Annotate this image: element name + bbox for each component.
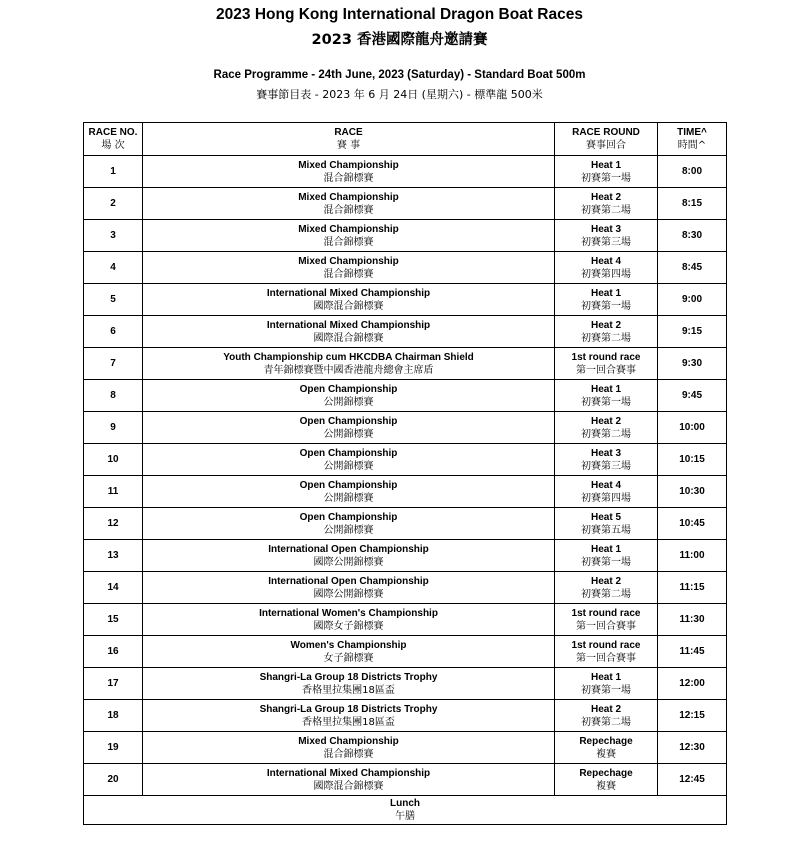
race-round-cell <box>555 444 658 476</box>
race-cell <box>143 700 555 732</box>
table-row <box>84 220 727 252</box>
race-name-zh: 混合錦標賽 <box>323 204 374 216</box>
race-name-zh: 公開錦標賽 <box>323 428 374 440</box>
race-no-cell: 13 <box>84 540 143 572</box>
time-cell: 8:00 <box>658 156 727 188</box>
race-name-zh: 女子錦標賽 <box>323 652 374 664</box>
race-no-cell: 20 <box>84 764 143 796</box>
table-row <box>84 508 727 540</box>
table-body <box>84 156 727 796</box>
race-name-zh: 國際公開錦標賽 <box>313 556 384 568</box>
race-name-zh: 國際女子錦標賽 <box>313 620 384 632</box>
document-title-zh: 2023 香港國際龍舟邀請賽 <box>311 32 488 48</box>
race-no-cell: 15 <box>84 604 143 636</box>
race-round-zh: 初賽第一場 <box>581 300 631 312</box>
race-round-zh: 初賽第二場 <box>581 204 631 216</box>
time-cell: 11:00 <box>658 540 727 572</box>
race-round-zh: 初賽第二場 <box>581 588 631 600</box>
race-round-cell <box>555 348 658 380</box>
table-row <box>84 476 727 508</box>
time-cell: 9:30 <box>658 348 727 380</box>
race-round-en: Repechage <box>579 735 633 747</box>
race-round-zh: 第一回合賽事 <box>576 652 636 664</box>
race-no-cell: 2 <box>84 188 143 220</box>
header-race <box>143 123 555 156</box>
race-round-zh: 初賽第一場 <box>581 396 631 408</box>
race-round-en: Heat 5 <box>590 511 621 523</box>
race-name-en: Open Championship <box>299 383 398 395</box>
race-name-zh: 公開錦標賽 <box>323 460 374 472</box>
race-round-en: 1st round race <box>571 607 641 619</box>
race-cell <box>143 604 555 636</box>
race-cell <box>143 380 555 412</box>
race-no-cell: 7 <box>84 348 143 380</box>
race-round-zh: 初賽第四場 <box>581 492 631 504</box>
time-cell: 11:15 <box>658 572 727 604</box>
lunch-row <box>84 796 727 825</box>
table-row <box>84 636 727 668</box>
race-no-cell: 11 <box>84 476 143 508</box>
race-cell <box>143 732 555 764</box>
race-round-zh: 初賽第二場 <box>581 332 631 344</box>
race-round-cell <box>555 476 658 508</box>
race-cell <box>143 412 555 444</box>
race-round-cell <box>555 380 658 412</box>
table-row <box>84 444 727 476</box>
race-name-zh: 國際混合錦標賽 <box>313 780 384 792</box>
header-race-en: RACE <box>334 127 363 138</box>
time-cell: 10:15 <box>658 444 727 476</box>
race-round-zh: 初賽第二場 <box>581 428 631 440</box>
time-cell: 11:30 <box>658 604 727 636</box>
header-race-no-en: RACE NO. <box>88 127 138 138</box>
time-cell: 12:15 <box>658 700 727 732</box>
race-round-zh: 初賽第五場 <box>581 524 631 536</box>
race-name-en: Mixed Championship <box>298 735 399 747</box>
race-round-en: Heat 1 <box>590 671 621 683</box>
race-name-en: International Mixed Championship <box>266 287 431 299</box>
race-name-zh: 國際公開錦標賽 <box>313 588 384 600</box>
race-round-en: Heat 4 <box>590 255 621 267</box>
table-header-row <box>84 123 727 156</box>
race-round-zh: 初賽第二場 <box>581 716 631 728</box>
race-round-zh: 複賽 <box>596 748 616 760</box>
race-name-en: International Open Championship <box>268 575 429 587</box>
race-cell <box>143 188 555 220</box>
race-name-en: Open Championship <box>299 479 398 491</box>
race-name-zh: 香格里拉集團18區盃 <box>302 716 395 728</box>
race-name-zh: 香格里拉集團18區盃 <box>302 684 395 696</box>
race-round-zh: 初賽第四場 <box>581 268 631 280</box>
document-title-en: 2023 Hong Kong International Dragon Boat Races <box>216 6 583 23</box>
table-row <box>84 412 727 444</box>
table-row <box>84 732 727 764</box>
race-round-zh: 初賽第一場 <box>581 684 631 696</box>
race-no-cell: 3 <box>84 220 143 252</box>
race-name-zh: 國際混合錦標賽 <box>313 332 384 344</box>
race-round-cell <box>555 700 658 732</box>
race-name-zh: 青年錦標賽暨中國香港龍舟總會主席盾 <box>263 364 434 376</box>
time-cell: 8:30 <box>658 220 727 252</box>
race-round-cell <box>555 220 658 252</box>
lunch-label-zh: 午膳 <box>395 811 415 822</box>
header-race-round-en: RACE ROUND <box>572 127 640 138</box>
time-cell: 8:45 <box>658 252 727 284</box>
race-name-en: Open Championship <box>299 447 398 459</box>
race-no-cell: 16 <box>84 636 143 668</box>
race-round-zh: 第一回合賽事 <box>576 620 636 632</box>
race-round-cell <box>555 604 658 636</box>
race-name-zh: 國際混合錦標賽 <box>313 300 384 312</box>
race-round-cell <box>555 636 658 668</box>
table-row <box>84 668 727 700</box>
race-cell <box>143 508 555 540</box>
race-name-en: Mixed Championship <box>298 223 399 235</box>
race-cell <box>143 476 555 508</box>
race-round-zh: 初賽第三場 <box>581 236 631 248</box>
programme-subtitle-en: Race Programme - 24th June, 2023 (Saturday) - Standard Boat 500m <box>213 69 586 81</box>
race-cell <box>143 316 555 348</box>
table-row <box>84 156 727 188</box>
table-row <box>84 700 727 732</box>
table-row <box>84 572 727 604</box>
race-cell <box>143 444 555 476</box>
time-cell: 12:00 <box>658 668 727 700</box>
table-row <box>84 380 727 412</box>
race-no-cell: 9 <box>84 412 143 444</box>
race-no-cell: 18 <box>84 700 143 732</box>
race-round-cell <box>555 508 658 540</box>
race-cell <box>143 764 555 796</box>
race-round-en: Heat 1 <box>590 159 621 171</box>
table-row <box>84 604 727 636</box>
race-round-cell <box>555 764 658 796</box>
race-round-cell <box>555 732 658 764</box>
header-race-zh: 賽 事 <box>336 140 361 151</box>
race-name-zh: 公開錦標賽 <box>323 524 374 536</box>
race-cell <box>143 220 555 252</box>
time-cell: 10:30 <box>658 476 727 508</box>
race-name-en: Mixed Championship <box>298 159 399 171</box>
table-row <box>84 188 727 220</box>
race-no-cell: 8 <box>84 380 143 412</box>
table-row <box>84 284 727 316</box>
header-race-round <box>555 123 658 156</box>
header-time-zh: 時間^ <box>677 140 707 151</box>
race-cell <box>143 156 555 188</box>
race-name-zh: 混合錦標賽 <box>323 172 374 184</box>
race-round-cell <box>555 316 658 348</box>
race-name-en: Mixed Championship <box>298 191 399 203</box>
race-round-en: Heat 2 <box>590 703 621 715</box>
time-cell: 12:45 <box>658 764 727 796</box>
table-row <box>84 348 727 380</box>
header-time <box>658 123 727 156</box>
race-round-zh: 初賽第一場 <box>581 172 631 184</box>
race-no-cell: 10 <box>84 444 143 476</box>
race-round-en: Heat 3 <box>590 447 621 459</box>
race-round-en: 1st round race <box>571 351 641 363</box>
race-name-en: Open Championship <box>299 415 398 427</box>
header-race-no <box>84 123 143 156</box>
race-round-cell <box>555 668 658 700</box>
race-round-zh: 初賽第三場 <box>581 460 631 472</box>
race-name-zh: 公開錦標賽 <box>323 492 374 504</box>
race-name-en: Open Championship <box>299 511 398 523</box>
time-cell: 10:45 <box>658 508 727 540</box>
race-round-en: Heat 2 <box>590 575 621 587</box>
time-cell: 10:00 <box>658 412 727 444</box>
race-round-zh: 第一回合賽事 <box>576 364 636 376</box>
race-cell <box>143 252 555 284</box>
race-round-cell <box>555 540 658 572</box>
race-no-cell: 5 <box>84 284 143 316</box>
race-name-zh: 混合錦標賽 <box>323 236 374 248</box>
programme-subtitle-zh: 賽事節目表 - 2023 年 6 月 24日 (星期六) - 標準龍 500米 <box>256 88 543 101</box>
race-round-cell <box>555 572 658 604</box>
race-name-zh: 混合錦標賽 <box>323 268 374 280</box>
lunch-cell <box>84 796 727 825</box>
time-cell: 11:45 <box>658 636 727 668</box>
race-name-en: International Open Championship <box>268 543 429 555</box>
race-round-cell <box>555 284 658 316</box>
race-no-cell: 4 <box>84 252 143 284</box>
race-round-cell <box>555 156 658 188</box>
lunch-label-en: Lunch <box>390 798 420 809</box>
race-round-zh: 複賽 <box>596 780 616 792</box>
race-name-zh: 混合錦標賽 <box>323 748 374 760</box>
race-no-cell: 19 <box>84 732 143 764</box>
time-cell: 12:30 <box>658 732 727 764</box>
race-name-en: International Women's Championship <box>259 607 438 619</box>
race-name-en: Women's Championship <box>290 639 407 651</box>
race-round-en: Heat 2 <box>590 319 621 331</box>
race-no-cell: 12 <box>84 508 143 540</box>
race-cell <box>143 572 555 604</box>
race-cell <box>143 284 555 316</box>
race-round-cell <box>555 252 658 284</box>
time-cell: 9:15 <box>658 316 727 348</box>
header-race-round-zh: 賽事回合 <box>586 140 626 151</box>
table-row <box>84 252 727 284</box>
race-no-cell: 14 <box>84 572 143 604</box>
race-round-en: Repechage <box>579 767 633 779</box>
table-row <box>84 764 727 796</box>
race-round-cell <box>555 412 658 444</box>
race-cell <box>143 668 555 700</box>
race-round-en: Heat 2 <box>590 191 621 203</box>
header-race-no-zh: 場 次 <box>101 140 125 151</box>
race-round-en: Heat 1 <box>590 543 621 555</box>
race-cell <box>143 348 555 380</box>
time-cell: 8:15 <box>658 188 727 220</box>
race-name-en: Shangri-La Group 18 Districts Trophy <box>259 703 438 715</box>
race-round-en: Heat 4 <box>590 479 621 491</box>
race-round-en: Heat 1 <box>590 287 621 299</box>
race-round-en: Heat 3 <box>590 223 621 235</box>
header-time-en: TIME^ <box>677 127 707 138</box>
race-name-en: International Mixed Championship <box>266 319 431 331</box>
race-no-cell: 1 <box>84 156 143 188</box>
race-round-en: 1st round race <box>571 639 641 651</box>
race-name-en: International Mixed Championship <box>266 767 431 779</box>
race-name-zh: 公開錦標賽 <box>323 396 374 408</box>
race-cell <box>143 540 555 572</box>
race-name-en: Youth Championship cum HKCDBA Chairman Shield <box>223 351 474 363</box>
time-cell: 9:00 <box>658 284 727 316</box>
race-no-cell: 6 <box>84 316 143 348</box>
race-name-en: Shangri-La Group 18 Districts Trophy <box>259 671 438 683</box>
race-round-zh: 初賽第一場 <box>581 556 631 568</box>
race-round-cell <box>555 188 658 220</box>
table-row <box>84 540 727 572</box>
time-cell: 9:45 <box>658 380 727 412</box>
race-name-en: Mixed Championship <box>298 255 399 267</box>
race-round-en: Heat 2 <box>590 415 621 427</box>
race-programme-table <box>83 122 727 825</box>
table-row <box>84 316 727 348</box>
race-round-en: Heat 1 <box>590 383 621 395</box>
race-cell <box>143 636 555 668</box>
race-no-cell: 17 <box>84 668 143 700</box>
